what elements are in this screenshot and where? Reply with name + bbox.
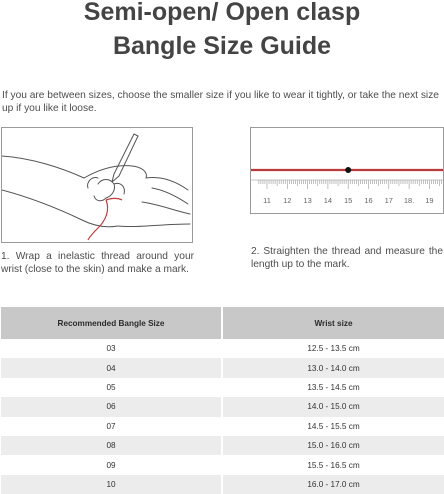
- wrist-size-cell: 14.0 - 15.0 cm: [222, 397, 444, 416]
- bangle-size-cell: 03: [1, 339, 222, 358]
- wrist-size-cell: 14.5 - 15.5 cm: [307, 421, 360, 431]
- bangle-size-cell: 10: [1, 475, 222, 494]
- table-header-row: [1, 307, 444, 339]
- table-row: [1, 397, 444, 416]
- wrist-size-cell: 15.5 - 16.5 cm: [307, 460, 360, 470]
- intro-text: If you are between sizes, choose the smaller size if you like to wear it tightly, or take the next size up if you like it loose.: [2, 90, 439, 114]
- size-table: [1, 307, 444, 494]
- header-wrist-size: Wrist size: [222, 307, 444, 339]
- wrist-thread-drawing: [2, 128, 192, 242]
- table-row: [1, 475, 444, 494]
- ruler-tick-label: 18.: [403, 196, 415, 205]
- thread-mark-dot: [345, 167, 351, 173]
- bangle-size-cell: 09: [1, 455, 222, 474]
- ruler-tick-label: 13: [303, 196, 312, 205]
- wrist-size-cell: 13.5 - 14.5 cm: [307, 382, 360, 392]
- table-row: [1, 455, 444, 474]
- ruler-tick-label: 12: [283, 196, 292, 205]
- table-row: [1, 378, 444, 397]
- header-bangle-size: Recommended Bangle Size: [1, 307, 222, 339]
- ruler-tick-label: 11: [263, 196, 271, 205]
- table-row: [1, 358, 444, 377]
- bangle-size-cell: 08: [1, 436, 222, 455]
- step-2-caption: 2. Straighten the thread and measure the length up to the mark.: [251, 246, 443, 270]
- wrist-size-cell: 12.5 - 13.5 cm: [307, 344, 360, 354]
- bangle-size-cell: 05: [1, 378, 222, 397]
- ruler-illustration: [250, 127, 444, 214]
- ruler-drawing: [251, 128, 443, 213]
- title-line-1: Semi-open/ Open clasp: [83, 0, 361, 26]
- ruler-tick-label: 17: [384, 196, 393, 205]
- wrist-size-cell: 16.0 - 17.0 cm: [222, 475, 444, 494]
- ruler-tick-label: 15: [344, 196, 353, 205]
- ruler-tick-label: 14: [323, 196, 333, 205]
- wrist-size-cell: 15.0 - 16.0 cm: [222, 436, 444, 455]
- table-row: [1, 339, 444, 358]
- table-row: [1, 436, 444, 455]
- ruler-tick-label: 19: [425, 196, 434, 205]
- ruler-tick-label: 16: [364, 196, 373, 205]
- bangle-size-cell: 07: [1, 417, 222, 436]
- table-row: [1, 417, 444, 436]
- bangle-size-cell: 06: [1, 397, 222, 416]
- bangle-size-cell: 04: [1, 358, 222, 377]
- wrist-size-cell: 13.0 - 14.0 cm: [222, 358, 444, 377]
- step-1-caption: 1. Wrap a inelastic thread around your wrist (close to the skin) and make a mark.: [1, 251, 194, 275]
- wrist-thread-illustration: [1, 127, 193, 243]
- title-line-2: Bangle Size Guide: [112, 32, 332, 60]
